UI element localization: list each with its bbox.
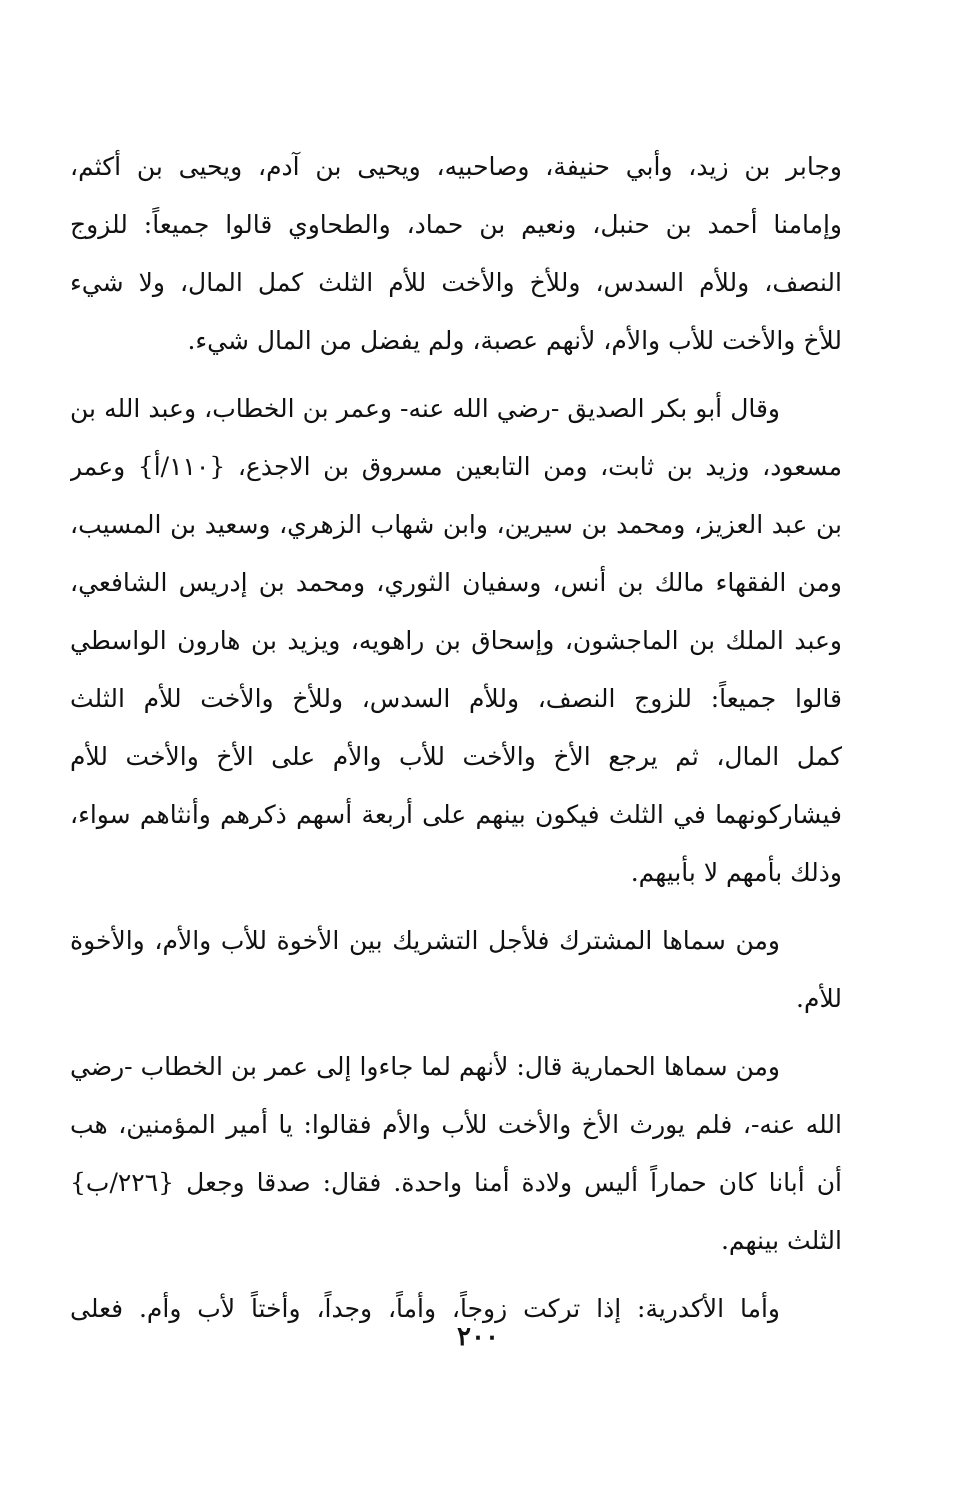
text-line: ومن سماها الحمارية قال: لأنهم لما جاءوا إلى عمر بن الخطاب -رضي bbox=[70, 1052, 780, 1081]
text-line: وجابر بن زيد، وأبي حنيفة، وصاحبيه، ويحيى بن آدم، ويحيى بن أكثم، bbox=[70, 152, 842, 181]
text-line: مسعود، وزيد بن ثابت، ومن التابعين مسروق بن الاجذع، {١١٠/أ} وعمر bbox=[70, 452, 842, 481]
paragraph-4 bbox=[70, 1038, 842, 1270]
text-line: النصف، وللأم السدس، وللأخ والأخت للأم الثلث كمل المال، ولا شيء bbox=[70, 268, 842, 297]
paragraph-2 bbox=[70, 380, 842, 902]
text-line: قالوا جميعاً: للزوج النصف، وللأم السدس، وللأخ والأخت للأم الثلث bbox=[70, 684, 842, 713]
paragraph-1 bbox=[70, 138, 842, 370]
text-line: ومن سماها المشترك فلأجل التشريك بين الأخوة للأب والأم، والأخوة bbox=[70, 926, 780, 955]
text-line: كمل المال، ثم يرجع الأخ والأخت للأب والأم على الأخ والأخت للأم bbox=[70, 742, 842, 771]
paragraph-3 bbox=[70, 912, 842, 1028]
text-line: ومن الفقهاء مالك بن أنس، وسفيان الثوري، ومحمد بن إدريس الشافعي، bbox=[70, 568, 842, 597]
page-number: ٢٠٠ bbox=[457, 1322, 499, 1352]
text-line: وذلك بأمهم لا بأبيهم. bbox=[630, 858, 842, 887]
text-line: وأما الأكدرية: إذا تركت زوجاً، وأماً، وجداً، وأختاً لأب وأم. فعلى bbox=[70, 1294, 780, 1323]
text-line: فيشاركونهما في الثلث فيكون بينهم على أربعة أسهم ذكرهم وأنثاهم سواء، bbox=[70, 800, 842, 829]
text-line: الثلث بينهم. bbox=[720, 1226, 842, 1255]
text-line: بن عبد العزيز، ومحمد بن سيرين، وابن شهاب الزهري، وسعيد بن المسيب، bbox=[70, 510, 842, 539]
text-line: للأم. bbox=[796, 984, 842, 1013]
text-line: أن أبانا كان حماراً أليس ولادة أمنا واحدة. فقال: صدقا وجعل {٢٢٦/ب} bbox=[70, 1168, 842, 1197]
page-body bbox=[70, 138, 842, 1338]
text-line: وإمامنا أحمد بن حنبل، ونعيم بن حماد، والطحاوي قالوا جميعاً: للزوج bbox=[70, 210, 842, 239]
text-line: وقال أبو بكر الصديق -رضي الله عنه- وعمر بن الخطاب، وعبد الله بن bbox=[70, 394, 780, 423]
text-line: الله عنه-، فلم يورث الأخ والأخت للأب والأم فقالوا: يا أمير المؤمنين، هب bbox=[70, 1110, 842, 1139]
text-line: للأخ والأخت للأب والأم، لأنهم عصبة، ولم يفضل من المال شيء. bbox=[187, 326, 842, 355]
text-line: وعبد الملك بن الماجشون، وإسحاق بن راهويه، ويزيد بن هارون الواسطي bbox=[70, 626, 842, 655]
